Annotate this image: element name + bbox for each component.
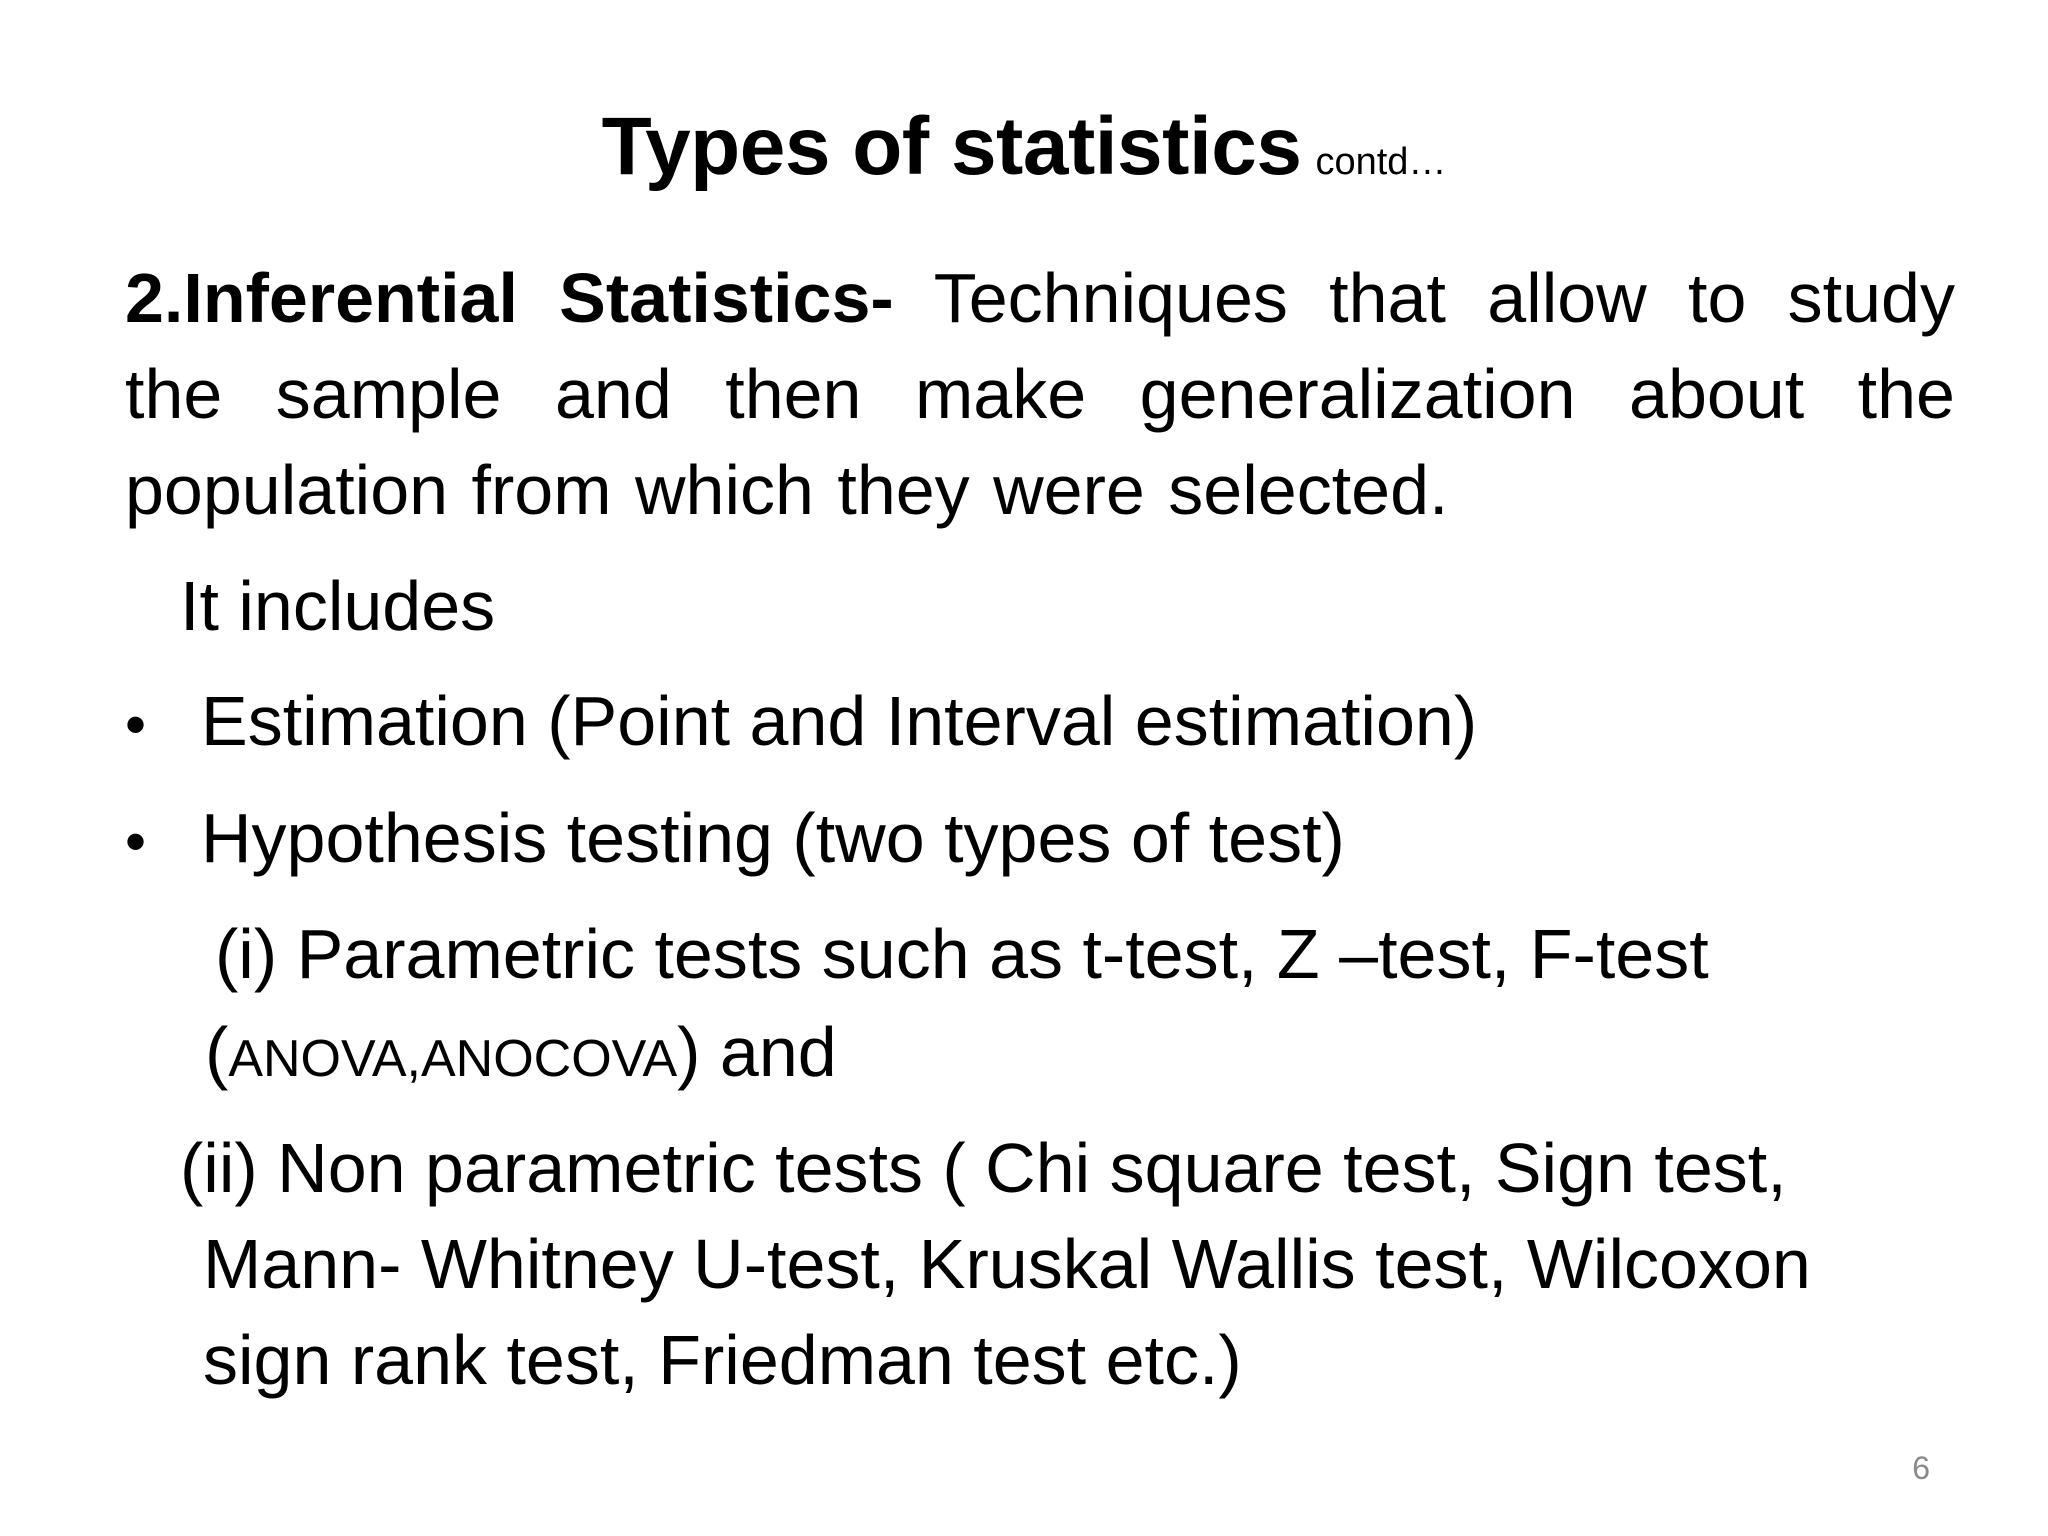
bullet-text: Hypothesis testing (two types of test) xyxy=(201,799,1345,877)
bullet-icon: • xyxy=(125,808,147,875)
parametric-tests-line-2 xyxy=(205,1004,837,1107)
paren-open: ( xyxy=(205,1013,229,1091)
bullet-item-hypothesis xyxy=(125,790,1345,890)
nonparametric-tests-line-1: (ii) Non parametric tests ( Chi square test, Sign test, xyxy=(180,1129,1787,1207)
definition-text: Techniques that allow to study the sample and then make generalization about the population from which they were selected. xyxy=(125,259,1955,529)
parametric-tests-line-1: (i) Parametric tests such as t-test, Z –test, F-test xyxy=(215,915,1709,993)
bullet-text: Estimation (Point and Interval estimation) xyxy=(201,682,1478,760)
bullet-icon: • xyxy=(125,691,147,758)
title-suffix: contd… xyxy=(1315,141,1447,183)
nonparametric-tests-line-2: Mann- Whitney U-test, Kruskal Wallis test, Wilcoxon xyxy=(203,1225,1811,1303)
anova-text: ANOVA,ANOCOVA xyxy=(228,1030,678,1088)
page-number: 6 xyxy=(1912,1450,1930,1486)
definition-paragraph xyxy=(125,250,1955,538)
bullet-item-estimation xyxy=(125,673,1477,773)
nonparametric-tests-line-3: sign rank test, Friedman test etc.) xyxy=(203,1321,1242,1399)
slide-title xyxy=(0,100,2048,194)
definition-label: 2.Inferential Statistics- xyxy=(125,259,894,337)
includes-text: It includes xyxy=(180,567,496,645)
paren-close-and: ) and xyxy=(677,1013,837,1091)
title-main: Types of statistics xyxy=(601,101,1302,192)
